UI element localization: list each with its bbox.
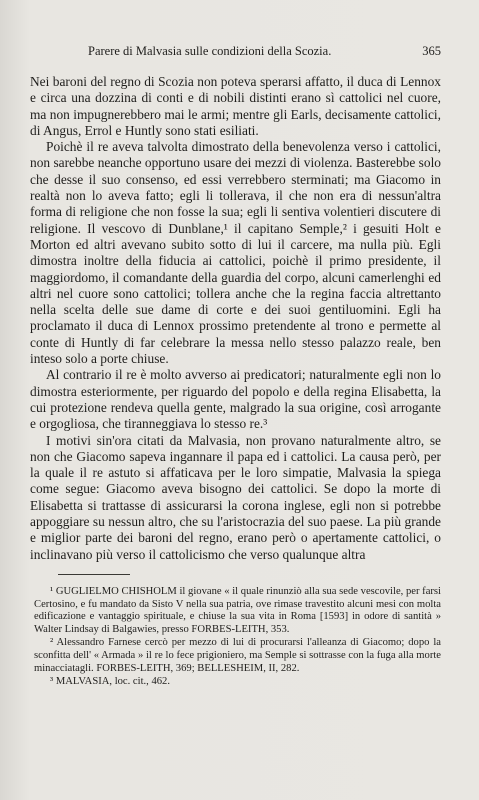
footnote-divider	[58, 574, 130, 575]
footnote: ² Alessandro Farnese cercò per mezzo di lui di procurarsi l'alleanza di Giacomo; dopo la sconfitta dell' « Armada » il re lo fece prigioniero, ma Semple si sottrasse con la fuga alla morte minacciatagli. FORBES-LEITH, 369; BELLESHEIM, II, 282.	[34, 637, 441, 674]
footnote: ¹ GUGLIELMO CHISHOLM il giovane « il quale rinunziò alla sua sede vescovile, per farsi Certosino, e fu mandato da Sisto V nella sua patria, ove rimase travestito alcuni mesi con molta edificazione e vantaggio spirituale, e chiuse la sua vita in Roma [1593] in odore di santità » Walter Lindsay di Balgawies, presso FORBES-LEITH, 353.	[34, 586, 441, 635]
page-number: 365	[422, 44, 441, 58]
body-text	[30, 74, 441, 563]
footnotes	[34, 586, 441, 690]
running-title: Parere di Malvasia sulle condizioni della Scozia.	[88, 44, 332, 58]
paragraph: Poichè il re aveva talvolta dimostrato della benevolenza verso i cattolici, non sarebbe neanche opportuno usare dei mezzi di violenza. Basterebbe solo che desse il suo consenso, ed essi verrebbero sterminati; ma Giacomo in realtà non lo aveva fatto; egli li tollerava, il che non era di nessun'altra forma di religione che non fosse la sua; egli li sentiva volentieri discutere di religione. Il vescovo di Dunblane,¹ il capitano Semple,² i gesuiti Holt e Morton ed altri avevano subito sotto di lui il carcere, ma nulla più. Egli dimostra inoltre della fiducia ai cattolici, poichè il primo presidente, il maggiordomo, il comandante della guardia del corpo, alcuni camerlenghi ed altri nel cuore sono cattolici; tollera anche che la regina faccia altrettanto nella scelta delle sue dame di corte e dei suoi gentiluomini. Egli ha proclamato il duca di Lennox prossimo pretendente al trono e permette al conte di Huntly di far celebrare la messa nello stesso palazzo reale, ben inteso solo a porte chiuse.	[30, 139, 441, 367]
footnote: ³ MALVASIA, loc. cit., 462.	[50, 676, 171, 688]
paragraph: I motivi sin'ora citati da Malvasia, non provano naturalmente altro, se non che Giacomo sapeva ingannare il papa ed i cattolici. La causa però, per la quale il re astuto si affaticava per le loro simpatie, Malvasia la spiega come segue: Giacomo aveva bisogno dei cattolici. Se dopo la morte di Elisabetta si trattasse di assicurarsi la corona inglese, egli non si potrebbe appoggiare su nessun altro, che su l'aristocrazia del suo paese. La più grande e miglior parte dei baroni del regno, erano però o apertamente cattolici, o inclinavano più verso il cattolicismo che verso qualunque altra	[30, 432, 441, 562]
paragraph: Nei baroni del regno di Scozia non poteva sperarsi affatto, il duca di Lennox e circa una dozzina di conti e di nobili distinti erano sì cattolici nel cuore, ma non impugnerebbero mai le armi; mentre gli Earls, decisamente cattolici, di Angus, Errol e Huntly sono stati esiliati.	[30, 74, 441, 138]
paragraph: Al contrario il re è molto avverso ai predicatori; naturalmente egli non lo dimostra esteriormente, per riguardo del popolo e della regina Elisabetta, la cui protezione rendeva quella gente, malgrado la sua origine, così arrogante e orgogliosa, che tiranneggiava lo stesso re.³	[30, 367, 441, 432]
